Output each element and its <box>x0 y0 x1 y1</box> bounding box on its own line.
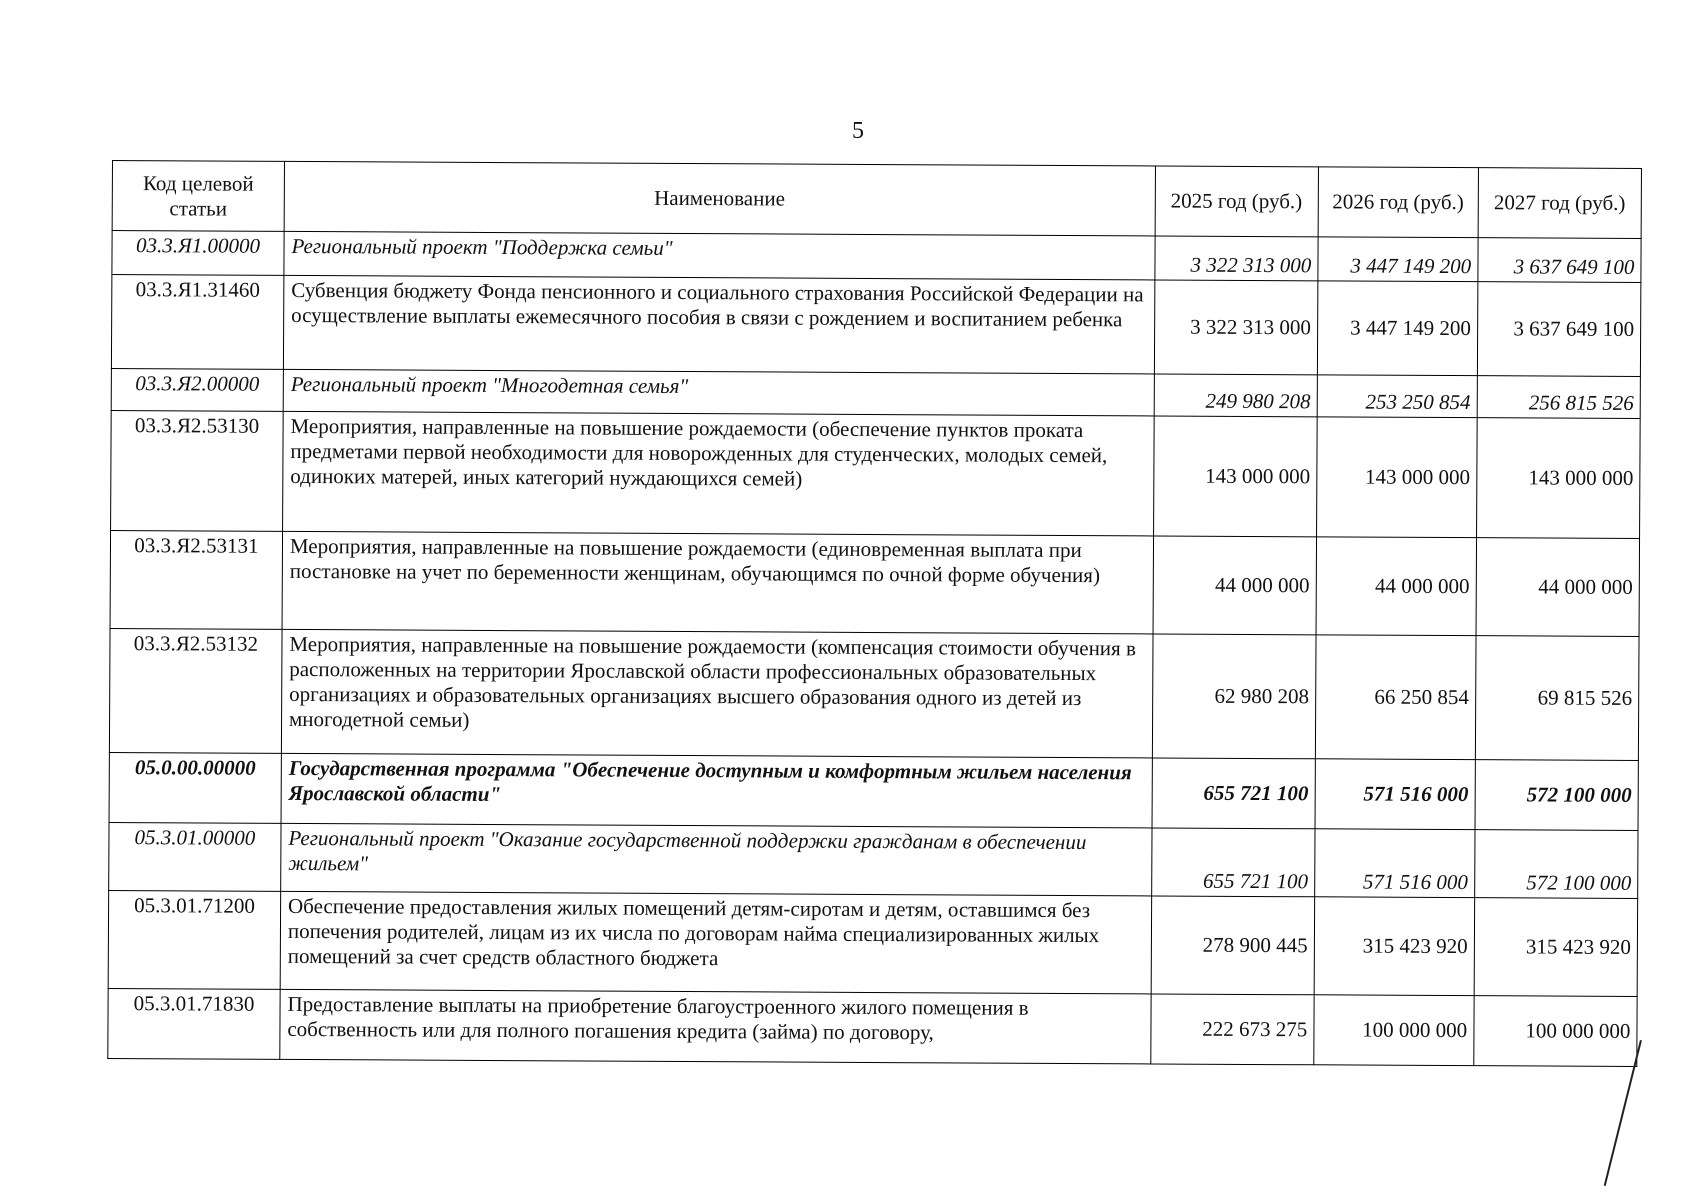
row-code: 03.3.Я2.53132 <box>109 628 282 753</box>
row-name: Государственная программа "Обеспечение доступным и комфортным жильем населения Ярославской области" <box>281 753 1152 828</box>
row-value-2027: 572 100 000 <box>1475 760 1639 831</box>
table-row <box>108 890 1637 996</box>
row-name: Региональный проект "Поддержка семьи" <box>284 231 1155 280</box>
row-value-2026: 571 516 000 <box>1314 829 1474 898</box>
row-value-2026: 571 516 000 <box>1315 759 1475 830</box>
row-value-2026: 253 250 854 <box>1317 375 1477 418</box>
row-value-2025: 655 721 100 <box>1152 758 1316 829</box>
row-code: 05.3.01.00000 <box>109 822 281 891</box>
row-name: Субвенция бюджету Фонда пенсионного и социального страхования Российской Федерации на осуществление выплаты ежемесячного пособия в связи с рождением и воспитанием ребенка <box>283 275 1154 374</box>
budget-table-wrapper <box>107 160 1642 1067</box>
row-value-2026: 44 000 000 <box>1316 537 1476 636</box>
row-code: 05.3.01.71830 <box>108 988 280 1059</box>
row-code: 03.3.Я2.00000 <box>111 368 283 411</box>
table-header-row <box>112 161 1641 239</box>
row-value-2027: 100 000 000 <box>1474 996 1638 1067</box>
row-code: 05.0.00.00000 <box>109 752 281 823</box>
row-value-2025: 143 000 000 <box>1153 416 1317 537</box>
header-name: Наименование <box>284 161 1155 236</box>
row-value-2027: 44 000 000 <box>1476 538 1640 637</box>
header-2025: 2025 год (руб.) <box>1155 166 1319 237</box>
row-value-2026: 315 423 920 <box>1314 897 1474 996</box>
row-value-2026: 3 447 149 200 <box>1317 281 1477 376</box>
row-value-2027: 3 637 649 100 <box>1478 238 1641 283</box>
row-value-2025: 278 900 445 <box>1151 896 1315 995</box>
table-row <box>111 410 1641 538</box>
row-code: 03.3.Я1.00000 <box>112 231 284 276</box>
row-value-2025: 222 673 275 <box>1150 994 1314 1065</box>
header-code: Код целевой статьи <box>112 161 284 232</box>
row-value-2027: 143 000 000 <box>1476 418 1640 539</box>
row-code: 05.3.01.71200 <box>108 890 280 989</box>
header-2027: 2027 год (руб.) <box>1478 168 1642 239</box>
table-row <box>111 275 1640 377</box>
row-code: 03.3.Я2.53131 <box>110 530 282 629</box>
row-name: Мероприятия, направленные на повышение рождаемости (обеспечение пунктов проката предметами первой необходимости для новорожденных для студенческих, молодых семей, одиноких матерей, иных категорий нуждающихся семей) <box>282 411 1153 536</box>
row-name: Региональный проект "Оказание государственной поддержки гражданам в обеспечении жильем" <box>281 823 1152 896</box>
table-row <box>109 628 1639 760</box>
row-value-2025: 44 000 000 <box>1153 536 1317 635</box>
row-value-2026: 100 000 000 <box>1314 995 1474 1066</box>
table-row <box>108 988 1637 1066</box>
row-name: Региональный проект "Многодетная семья" <box>283 369 1154 416</box>
row-value-2026: 66 250 854 <box>1315 635 1476 760</box>
row-value-2026: 143 000 000 <box>1316 417 1477 538</box>
row-value-2027: 572 100 000 <box>1474 830 1638 899</box>
row-value-2025: 249 980 208 <box>1154 374 1317 417</box>
row-code: 03.3.Я1.31460 <box>111 275 283 370</box>
row-value-2027: 315 423 920 <box>1474 898 1638 997</box>
row-name: Обеспечение предоставления жилых помещений детям-сиротам и детям, оставшимся без попечения родителей, лицам из их числа по договорам найма специализированных жилых помещений за счет средств областного бюджета <box>280 891 1151 994</box>
row-value-2026: 3 447 149 200 <box>1318 237 1478 282</box>
table-row <box>109 752 1638 830</box>
row-value-2025: 655 721 100 <box>1151 828 1315 897</box>
row-value-2025: 62 980 208 <box>1152 634 1316 759</box>
header-2026: 2026 год (руб.) <box>1318 167 1478 238</box>
row-name: Мероприятия, направленные на повышение рождаемости (компенсация стоимости обучения в расположенных на территории Ярославской области профессиональных образовательных организациях и образовательных организациях высшего образования одного из детей из многодетной семьи) <box>281 629 1152 758</box>
row-name: Предоставление выплаты на приобретение благоустроенного жилого помещения в собственность или для полного погашения кредита (займа) по договору, <box>280 989 1151 1064</box>
row-value-2027: 69 815 526 <box>1475 636 1639 761</box>
row-value-2025: 3 322 313 000 <box>1154 236 1317 281</box>
row-name: Мероприятия, направленные на повышение рождаемости (единовременная выплата при постановке на учет по беременности женщинам, обучающимся по очной форме обучения) <box>282 531 1153 634</box>
row-code: 03.3.Я2.53130 <box>111 410 284 531</box>
budget-table <box>107 160 1642 1067</box>
row-value-2025: 3 322 313 000 <box>1154 280 1318 375</box>
page-number: 5 <box>852 118 864 144</box>
table-row <box>110 530 1639 636</box>
row-value-2027: 256 815 526 <box>1477 376 1640 419</box>
table-row <box>109 822 1638 898</box>
row-value-2027: 3 637 649 100 <box>1477 282 1641 377</box>
